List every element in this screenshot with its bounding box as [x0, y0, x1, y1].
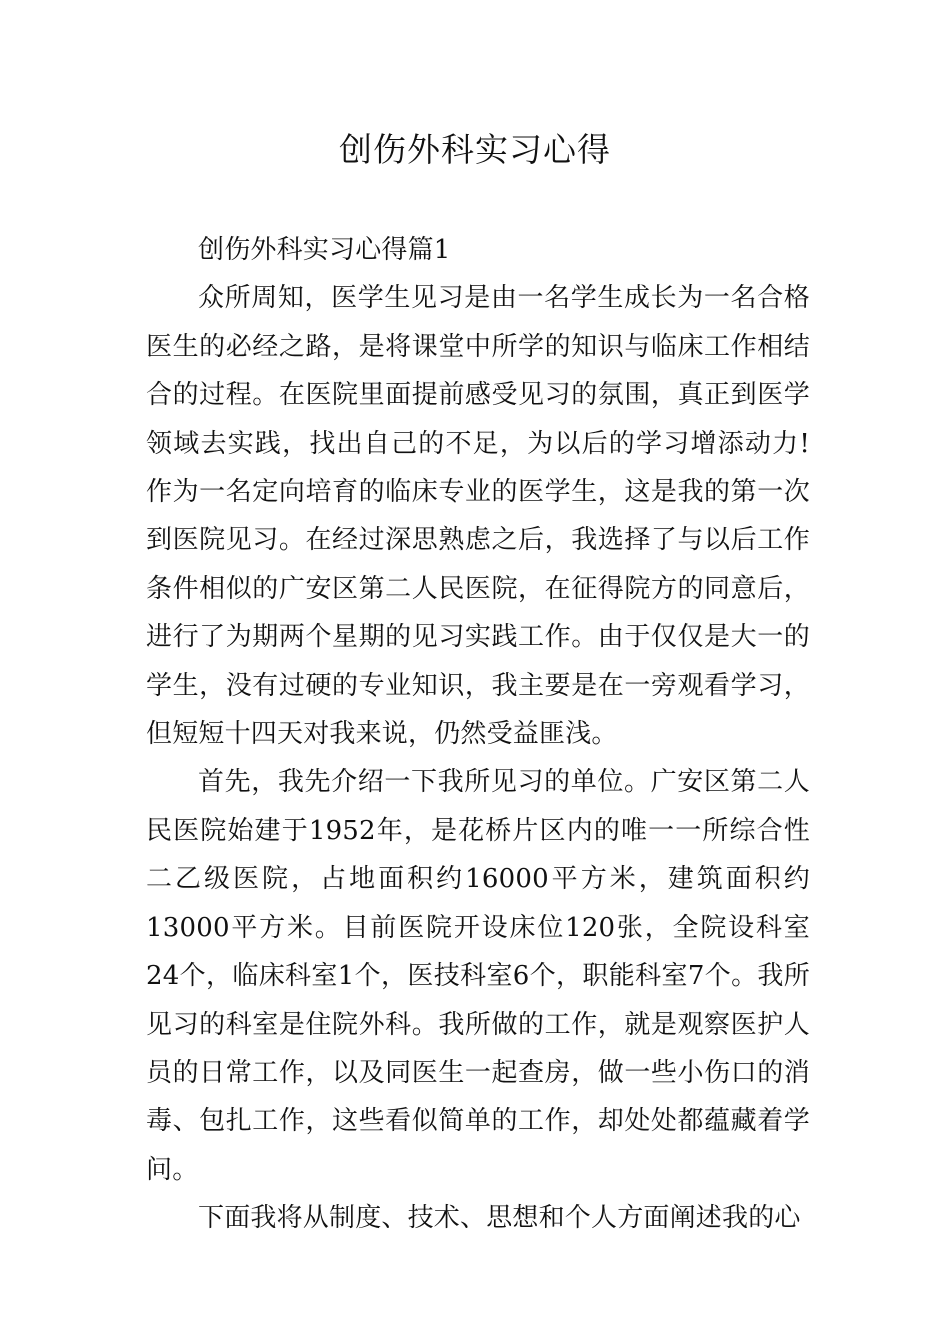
- section-heading: 创伤外科实习心得篇1: [198, 235, 451, 265]
- paragraph-3: 下面我将从制度、技术、思想和个人方面阐述我的心: [198, 1203, 801, 1234]
- paragraph-1: 众所周知，医学生见习是由一名学生成长为一名合格医生的必经之路，是将课堂中所学的知识与临床工作相结合的过程。在医院里面提前感受见习的氛围，真正到医学领域去实践，找出自己的不足，为以后的学习增添动力!作为一名定向培育的临床专业的医学生，这是我的第一次到医院见习。在经过深思熟虑之后，我选择了与以后工作条件相似的广安区第二人民医院，在征得院方的同意后，进行了为期两个星期的见习实践工作。由于仅仅是大一的学生，没有过硬的专业知识，我主要是在一旁观看学习，但短短十四天对我来说，仍然受益匪浅。: [146, 283, 810, 750]
- document-body: [146, 226, 810, 1243]
- paragraph-2: 首先，我先介绍一下我所见习的单位。广安区第二人民医院始建于1952年，是花桥片区内的唯一一所综合性二乙级医院，占地面积约16000平方米，建筑面积约13000平方米。目前医院开设床位120张，全院设科室24个，临床科室1个，医技科室6个，职能科室7个。我所见习的科室是住院外科。我所做的工作，就是观察医护人员的日常工作，以及同医生一起查房，做一些小伤口的消毒、包扎工作，这些看似简单的工作，却处处都蕴藏着学问。: [146, 767, 810, 1185]
- document-title: 创伤外科实习心得: [339, 130, 611, 169]
